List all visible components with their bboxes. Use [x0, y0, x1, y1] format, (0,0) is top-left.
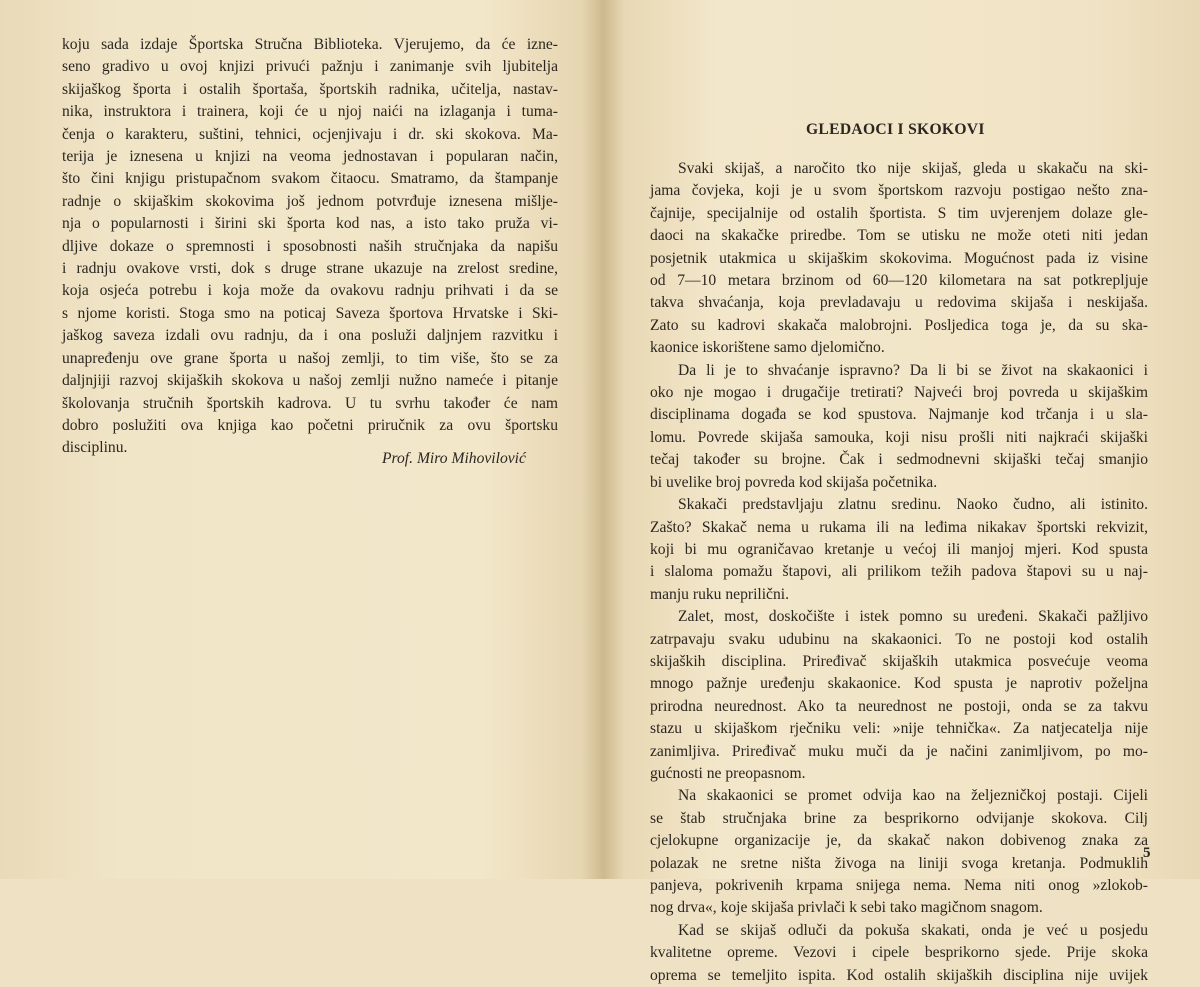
chapter-heading: GLEDAOCI I SKOKOVI	[806, 121, 985, 138]
paragraph-first-line: Kad se skijaš odluči da pokuša skakati, onda je već u posjedu	[678, 921, 1148, 939]
text-line: nja o popularnosti i širini ski športa kod nas, a isto tako pruža vi-	[62, 215, 558, 233]
text-line: Zašto? Skakač nema u rukama ili na leđima nikakav športski rekvizit,	[650, 518, 1148, 536]
text-line: jama čovjeka, koji je u svom športskom razvoju postigao nešto zna-	[650, 182, 1148, 200]
text-line: koja osjeća potrebu i koja može da ovakovu radnju prihvati i da se	[62, 282, 558, 300]
text-line: posjetnik utakmica u skijaškim skokovima. Mogućnost pada iz visine	[650, 249, 1148, 267]
text-line: terija je iznesena u knjizi na veoma jednostavan i popularan način,	[62, 148, 558, 166]
text-line: oprema se temeljito ispita. Kod ostalih skijaških disciplina nije uvijek	[650, 966, 1148, 984]
text-line: i slaloma pomažu štapovi, ali prilikom težih padova štapovi su u naj-	[650, 563, 1148, 581]
text-line: stazu u skijaškom rječniku veli: »nije tehnička«. Za natjecatelja nije	[650, 720, 1148, 738]
text-line: Zato su kadrovi skakača malobrojni. Posljedica toga je, da su ska-	[650, 316, 1148, 334]
paragraph-first-line: Svaki skijaš, a naročito tko nije skijaš, gleda u skakaču na ski-	[678, 160, 1148, 177]
text-line: se štab stručnjaka brine za besprikorno odvijanje skokova. Cilj	[650, 809, 1148, 827]
page-number: 5	[1143, 845, 1151, 861]
text-line: mnogo pažnje uređenju skakaonice. Kod spusta je naprotiv poželjna	[650, 675, 1148, 693]
text-line: od 7—10 metara brzinom od 60—120 kilometara na sat potkrepljuje	[650, 272, 1148, 290]
text-line: školovanja stručnih športskih kadrova. U tu svrhu također će nam	[62, 394, 558, 412]
text-line: zanimljiva. Priređivač muku muči da je načini zanimljivom, po mo-	[650, 742, 1148, 760]
text-line: oko nje mogao i drugačije tretirati? Najveći broj povreda u skijaškim	[650, 384, 1148, 402]
text-line: tečaj također su brojne. Čak i sedmodnevni skijaški tečaj smanjio	[650, 451, 1148, 469]
text-line: daljnjiji razvoj skijaških skokova u našoj zemlji nužno nameće i pitanje	[62, 372, 558, 390]
text-line: s njome koristi. Stoga smo na poticaj Saveza športova Hrvatske i Ski-	[62, 304, 558, 322]
text-line: skijaškog športa i ostalih športaša, športskih radnika, učitelja, nastav-	[62, 80, 558, 98]
text-line: disciplinu.	[62, 439, 128, 457]
text-line: prirodna neurednost. Ako ta neurednost ne postoji, onda se za takvu	[650, 697, 1148, 715]
paragraph-first-line: Da li je to shvaćanje ispravno? Da li bi se život na skakaonici i	[678, 361, 1148, 379]
text-line: takva shvaćanja, koja prevladavaju u redovima skijaša i neskijaša.	[650, 294, 1148, 312]
text-line: dobro poslužiti ova knjiga kao početni priručnik za ovu športsku	[62, 416, 558, 434]
author-signature: Prof. Miro Mihovilović	[382, 450, 526, 467]
right-page-body	[650, 158, 1148, 987]
text-line: koju sada izdaje Športska Stručna Biblioteka. Vjerujemo, da će izne-	[62, 36, 558, 53]
left-page-body	[62, 34, 558, 460]
text-line: jaškog saveza izdali ovu radnju, da i ona posluži daljnjem razvitku i	[62, 327, 558, 345]
paragraph-first-line: Skakači predstavljaju zlatnu sredinu. Naoko čudno, ali istinito.	[678, 496, 1148, 514]
text-line: unapređenju ove grane športa u našoj zemlji, to tim više, što se za	[62, 349, 558, 367]
text-line: manju ruku neprilični.	[650, 585, 790, 603]
text-line: i radnju ovakove vrsti, dok s druge strane ukazuje na zrelost sredine,	[62, 260, 558, 278]
text-line: dljive dokaze o spremnosti i sposobnosti naših stručnjaka da napišu	[62, 237, 558, 255]
text-line: bi uvelike broj povreda kod skijaša početnika.	[650, 473, 938, 491]
text-line: nog drva«, koje skijaša privlači k sebi tako magičnom snagom.	[650, 899, 1043, 917]
text-line: koji bi mu ograničavao kretanje u većoj ili manjoj mjeri. Kod spusta	[650, 540, 1148, 558]
text-line: daoci na skakačke priredbe. Tom se utisku ne može oteti niti jedan	[650, 227, 1148, 245]
text-line: panjeva, pokrivenih krpama snijega nema. Nema niti onog »zlokob-	[650, 877, 1148, 894]
text-line: radnje o skijaškim skokovima još jednom potvrđuje iznesena mišlje-	[62, 192, 558, 210]
text-line: seno gradivo u ovoj knjizi privući pažnju i zanimanje svih ljubitelja	[62, 58, 558, 76]
text-line: kvalitetne opreme. Vezovi i cipele besprikorno sjede. Prije skoka	[650, 944, 1148, 962]
text-line: zatrpavaju svaku udubinu na skakaonici. To ne postoji kod ostalih	[650, 630, 1148, 648]
paragraph-first-line: Na skakaonici se promet odvija kao na željezničkoj postaji. Cijeli	[678, 787, 1148, 805]
text-line: što čini knjigu pristupačnom svakom čitaocu. Smatramo, da štampanje	[62, 170, 558, 188]
text-line: kaonice iskorištene samo djelomično.	[650, 339, 885, 357]
text-line: lomu. Povrede skijaša samouka, koji nisu prošli niti najkraći skijaški	[650, 428, 1148, 446]
text-line: polazak ne sretne ništa živoga na liniji svoga kretanja. Podmuklih	[650, 854, 1148, 872]
text-line: gućnosti ne preopasnom.	[650, 764, 806, 782]
paragraph-first-line: Zalet, most, doskočište i istek pomno su uređeni. Skakači pažljivo	[678, 608, 1148, 626]
text-line: disciplinama događa se kod spustova. Najmanje kod trčanja i u sla-	[650, 406, 1148, 424]
text-line: čenja o karakteru, suštini, tehnici, ocjenjivaju i dr. ski skokova. Ma-	[62, 125, 558, 143]
text-line: cjelokupne organizacije je, da skakač nakon dobivenog znaka za	[650, 832, 1148, 850]
text-line: čajnije, specijalnije od ostalih športista. S tim uvjerenjem dolaze gle-	[650, 204, 1148, 222]
text-line: nika, instruktora i trainera, koji će u njoj naići na izlaganja i tuma-	[62, 103, 558, 121]
text-line: skijaških disciplina. Priređivač skijaških utakmica posvećuje veoma	[650, 652, 1148, 670]
